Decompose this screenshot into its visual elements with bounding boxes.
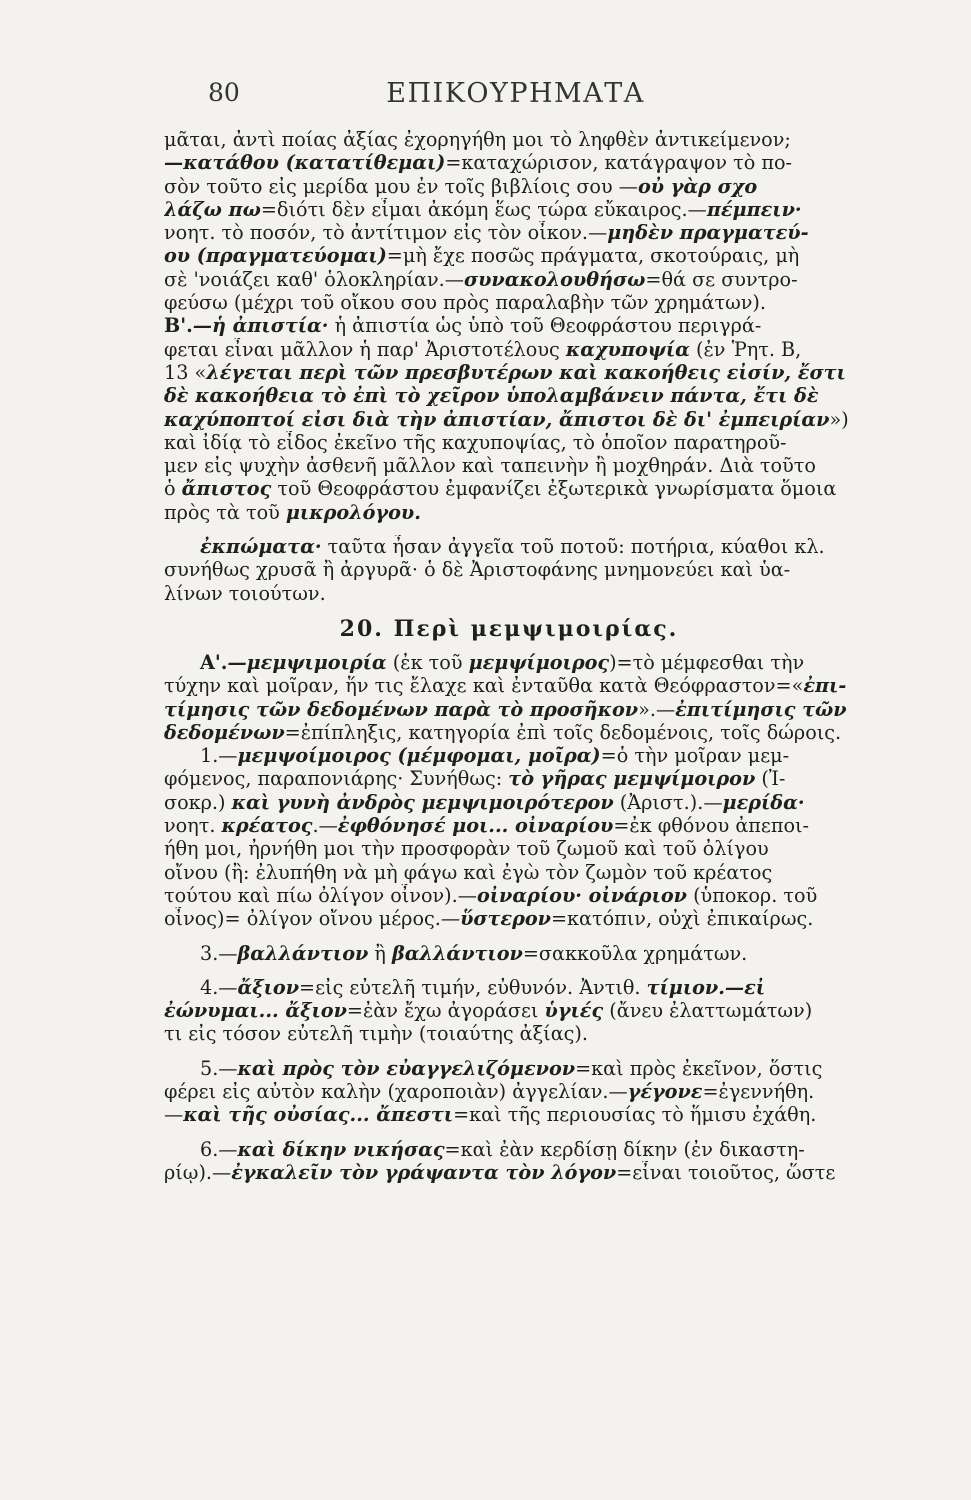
text-line [164, 128, 854, 151]
text-line [164, 535, 854, 558]
running-title: ΕΠΙΚΟΥΡΗΜΑΤΑ [386, 78, 645, 109]
subsection-mark: Α'. [200, 650, 228, 674]
text-span: τοῦ Θεοφράστου ἐμφανίζει ἐξωτερικὰ γνωρίσματα ὅμοια [271, 477, 837, 501]
text-span: 20. Περὶ μεμψιμοιρίας. [339, 615, 679, 642]
text-span: (ὑποκορ. τοῦ [686, 883, 818, 907]
emphasized-term: μεμψίμοιρος [468, 650, 610, 674]
text-line [164, 884, 854, 907]
text-line [164, 1138, 854, 1161]
page-body [164, 128, 854, 1184]
text-span: οἶνος)= ὀλίγον οἴνου μέρος.— [164, 907, 461, 931]
emphasized-term: δὲ κακοήθεια τὸ ἐπὶ τὸ χεῖρον ὑπολαμβάνειν πάντα, ἔτι δὲ [164, 384, 819, 408]
text-span: φέρει εἰς αὐτὸν καλὴν (χαροποιὰν) ἀγγελίαν.— [164, 1079, 628, 1103]
emphasized-term: ἐφθόνησέ μοι... οἰναρίου [337, 814, 614, 838]
text-span: =θά σε συντρο- [645, 267, 798, 291]
text-span: =εἶναι τοιοῦτος, ὥστε [616, 1160, 836, 1184]
text-span: (ἐν Ῥητ. Β, [689, 337, 802, 361]
text-span: 4.— [200, 975, 238, 999]
text-line [164, 814, 854, 837]
text-span: =μὴ ἔχε ποσῶς πράγματα, σκοτούραις, μὴ [386, 244, 800, 268]
text-span: =ἐκ φθόνου ἀπεποι- [613, 814, 810, 838]
text-span: σὸν τοῦτο εἰς μερίδα μου ἐν τοῖς βιβλίοις σου — [164, 174, 638, 198]
text-span: =καὶ πρὸς ἐκεῖνον, ὅστις [575, 1056, 823, 1080]
text-span: τύχην καὶ μοῖραν, ἥν τις ἔλαχε καὶ ἐνταῦθα κατὰ Θεόφραστον=« [164, 674, 804, 698]
text-span: 6.— [200, 1137, 238, 1161]
text-span: σοκρ.) [164, 790, 232, 814]
emphasized-term: λάζω πω [164, 197, 261, 221]
text-span: =καταχώρισον, κατάγραψον τὸ πο- [445, 151, 793, 175]
text-span: μεν εἰς ψυχὴν ἀσθενῆ μᾶλλον καὶ ταπεινὴν ἢ μοχθηράν. Διὰ τοῦτο [164, 454, 816, 478]
text-span: =κατόπιν, οὐχὶ ἐπικαίρως. [550, 907, 814, 931]
text-span: =ἐπίπληξις, κατηγορία ἐπὶ τοῖς δεδομένοις, τοῖς δώροις. [284, 720, 842, 744]
emphasized-term: δεδομένων [164, 720, 285, 744]
text-line [164, 1022, 854, 1045]
emphasized-term: ἄπιστος [181, 477, 272, 501]
text-span: νοητ. τὸ ποσόν, τὸ ἀντίτιμον εἰς τὸν οἶκον.— [164, 221, 608, 245]
emphasized-term: ἐγκαλεῖν τὸν γράψαντα τὸν λόγον [231, 1160, 617, 1184]
text-line [164, 744, 854, 767]
text-line [164, 477, 854, 500]
emphasized-term: οὐ γὰρ σχο [637, 174, 758, 198]
text-line [164, 861, 854, 884]
text-line [164, 314, 854, 337]
emphasized-term: καχύποπτοί εἰσι διὰ τὴν ἀπιστίαν, ἄπιστοι δὲ δι' ἐμπειρίαν [164, 407, 830, 431]
text-span: ἢ [368, 941, 393, 965]
page-number: 80 [208, 78, 240, 107]
emphasized-term: βαλλάντιον [392, 941, 523, 965]
text-span: ») [829, 407, 849, 431]
text-span: 3.— [200, 941, 238, 965]
emphasized-term: μεμψοίμοιρος (μέμφομαι, μοῖρα) [237, 744, 601, 768]
text-span: =καὶ ἐὰν κερδίσῃ δίκην (ἐν δικαστη- [444, 1137, 805, 1161]
subsection-mark: Β'. [164, 314, 193, 338]
emphasized-term: —ἡ ἀπιστία· [192, 314, 329, 338]
text-span: ρίῳ).— [164, 1160, 232, 1184]
text-line [164, 674, 854, 697]
text-line [164, 721, 854, 744]
emphasized-term: μηδὲν πραγματεύ- [607, 221, 809, 245]
text-line [164, 431, 854, 454]
text-span: =διότι δὲν εἶμαι ἀκόμη ἕως τώρα εὔκαιρος.— [260, 197, 707, 221]
text-line [164, 338, 854, 361]
text-line [164, 942, 854, 965]
text-span: ταῦτα ἦσαν ἀγγεῖα τοῦ ποτοῦ: ποτήρια, κύαθοι κλ. [321, 535, 825, 559]
text-span: ήθη μοι, ἠρνήθη μοι τὴν προσφορὰν τοῦ ζωμοῦ καὶ τοῦ ὀλίγου [164, 837, 769, 861]
text-line [164, 907, 854, 930]
text-line [164, 1161, 854, 1184]
emphasized-term: —κατάθου (κατατίθεμαι) [164, 151, 446, 175]
text-span: (Ἀριστ.).— [613, 790, 723, 814]
page-header [0, 78, 971, 118]
text-line [164, 837, 854, 860]
text-line [164, 175, 854, 198]
text-line [164, 791, 854, 814]
text-span: 5.— [200, 1056, 238, 1080]
text-span: =καὶ τῆς περιουσίας τὸ ἥμισυ ἐχάθη. [453, 1103, 817, 1127]
text-span: (ἄνευ ἐλαττωμάτων) [603, 999, 813, 1023]
text-span: 1.— [200, 744, 238, 768]
text-span: πρὸς τὰ τοῦ [164, 500, 286, 524]
section-heading [164, 611, 854, 647]
emphasized-term: οἰναρίου· οἰνάριον [476, 883, 687, 907]
text-line [164, 651, 854, 674]
emphasized-term: καὶ τῆς οὐσίας... ἄπεστι [183, 1103, 454, 1127]
text-span: 13 « [164, 360, 207, 384]
text-span: (Ἰ- [755, 767, 786, 791]
emphasized-term: καὶ δίκην νικήσας [237, 1137, 445, 1161]
text-span: συνήθως χρυσᾶ ἢ ἀργυρᾶ· ὁ δὲ Ἀριστοφάνης μνημονεύει καὶ ὑα- [164, 558, 791, 582]
text-line [164, 501, 854, 524]
text-span: ἡ ἀπιστία ὡς ὑπὸ τοῦ Θεοφράστου περιγρά- [328, 314, 762, 338]
text-span: τι εἰς τόσον εὐτελῆ τιμὴν (τοιαύτης ἀξίας). [164, 1022, 588, 1046]
text-line [164, 244, 854, 267]
text-line [164, 1103, 854, 1126]
text-span: φεύσω (μέχρι τοῦ οἴκου σου πρὸς παραλαβὴν τῶν χρημάτων). [164, 291, 766, 315]
emphasized-term: συνακολουθήσω [463, 267, 646, 291]
text-line [164, 268, 854, 291]
text-span: )=τὸ μέμφεσθαι τὴν [609, 650, 805, 674]
text-span: =σακκοῦλα χρημάτων. [522, 941, 748, 965]
text-line [164, 221, 854, 244]
emphasized-term: βαλλάντιον [237, 941, 369, 965]
emphasized-term: ὑγιές [544, 999, 604, 1023]
emphasized-term: τίμιον.—εἰ [646, 975, 766, 999]
emphasized-term: καχυποψία [565, 337, 690, 361]
emphasized-term: κρέατος [221, 814, 313, 838]
text-span: λίνων τοιούτων. [164, 581, 326, 605]
emphasized-term: ἐώνυμαι... ἄξιον [164, 999, 347, 1023]
text-line [164, 408, 854, 431]
emphasized-term: καὶ πρὸς τὸν εὐαγγελιζόμενον [237, 1056, 576, 1080]
text-line [164, 291, 854, 314]
text-span: — [164, 1103, 184, 1127]
text-span: φόμενος, παραπονιάρης· Συνήθως: [164, 767, 509, 791]
text-line [164, 698, 854, 721]
text-line [164, 1057, 854, 1080]
text-line [164, 976, 854, 999]
text-span: νοητ. [164, 814, 222, 838]
emphasized-term: καὶ γυνὴ ἀνδρὸς μεμψιμοιρότερον [231, 790, 614, 814]
text-line [164, 151, 854, 174]
text-span: =ἐὰν ἔχω ἀγοράσει [346, 999, 545, 1023]
text-span: =ἐγεννήθη. [702, 1079, 815, 1103]
text-line [164, 384, 854, 407]
emphasized-term: γέγονε [627, 1079, 703, 1103]
text-line [164, 1080, 854, 1103]
emphasized-term: τὸ γῆρας μεμψίμοιρον [508, 767, 756, 791]
text-span: σὲ 'νοιάζει καθ' ὁλοκληρίαν.— [164, 267, 464, 291]
text-span: ὁ [164, 477, 182, 501]
text-span: τούτου καὶ πίω ὀλίγον οἶνον).— [164, 883, 477, 907]
emphasized-term: ἐκπώματα· [200, 535, 322, 559]
text-span: οἴνου (ἢ: ἐλυπήθη νὰ μὴ φάγω καὶ ἐγὼ τὸν ζωμὸν τοῦ κρέατος [164, 860, 773, 884]
text-line [164, 999, 854, 1022]
text-line [164, 361, 854, 384]
emphasized-term: μερίδα· [722, 790, 805, 814]
text-line [164, 558, 854, 581]
emphasized-term: ἄξιον [237, 975, 300, 999]
emphasized-term: —μεμψιμοιρία [227, 650, 387, 674]
emphasized-term: τίμησις τῶν δεδομένων παρὰ τὸ προσῆκον [164, 697, 639, 721]
emphasized-term: ὕστερον [460, 907, 551, 931]
text-line [164, 198, 854, 221]
emphasized-term: ἐπιτίμησις τῶν [675, 697, 847, 721]
text-span: καὶ ἰδίᾳ τὸ εἶδος ἐκεῖνο τῆς καχυποψίας, τὸ ὁποῖον παρατηροῦ- [164, 430, 787, 454]
text-span: .— [312, 814, 338, 838]
text-span: ».— [638, 697, 676, 721]
text-line [164, 582, 854, 605]
text-span: =ὁ τὴν μοῖραν μεμ- [600, 744, 790, 768]
text-span: μᾶται, ἀντὶ ποίας ἀξίας ἐχορηγήθη μοι τὸ ληφθὲν ἀντικείμενον; [164, 128, 791, 151]
text-span: φεται εἶναι μᾶλλον ἡ παρ' Ἀριστοτέλους [164, 337, 566, 361]
emphasized-term: ἐπι- [803, 674, 847, 698]
text-span: =εἰς εὐτελῆ τιμήν, εὐθυνόν. Ἀντιθ. [299, 975, 647, 999]
emphasized-term: ου (πραγματεύομαι) [164, 244, 387, 268]
text-span: (ἐκ τοῦ [386, 650, 469, 674]
text-line [164, 454, 854, 477]
text-line [164, 767, 854, 790]
emphasized-term: μικρολόγου. [285, 500, 421, 524]
emphasized-term: λέγεται περὶ τῶν πρεσβυτέρων καὶ κακοήθεις εἰσίν, ἔστι [206, 360, 846, 384]
emphasized-term: πέμπειν· [706, 197, 802, 221]
